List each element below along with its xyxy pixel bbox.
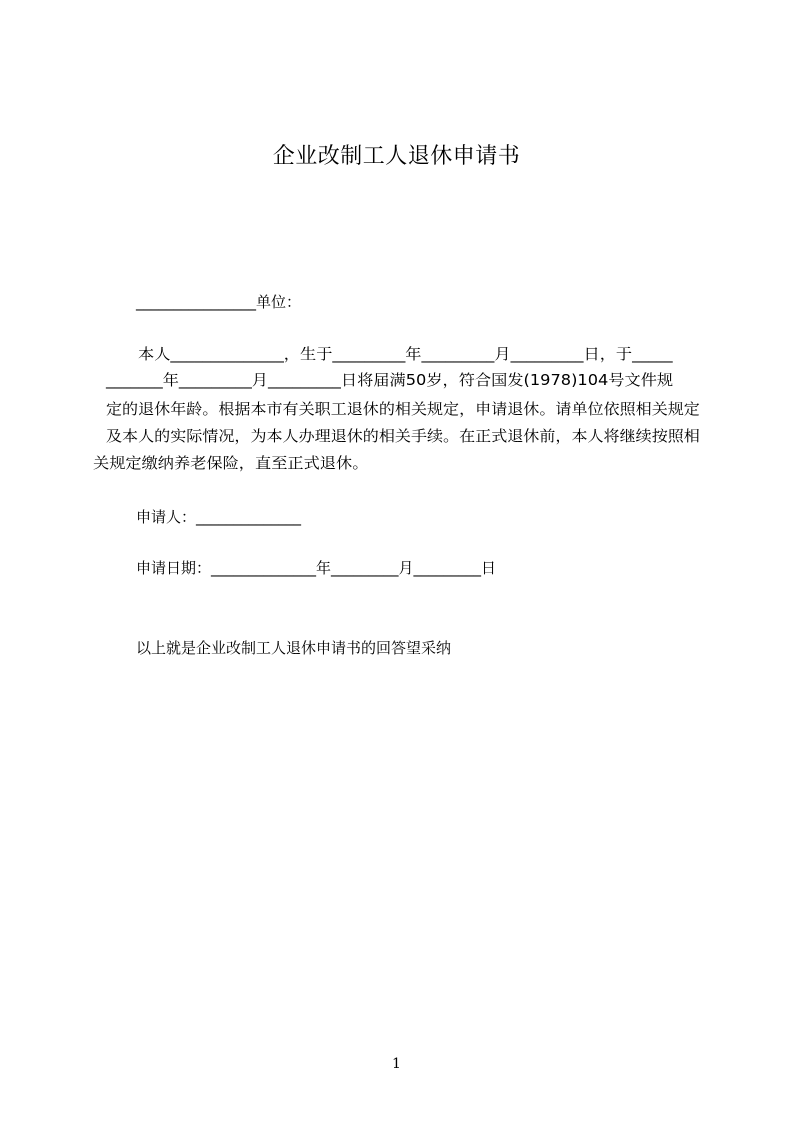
body-line-2: _______年_________月_________日将届满50岁，符合国发(1978)104号文件规: [106, 371, 674, 389]
body-line-5: 关规定缴纳养老保险，直至正式退休。: [93, 454, 369, 472]
page-number: 1: [392, 1056, 401, 1072]
body-line-4: 及本人的实际情况，为本人办理退休的相关手续。在正式退休前，本人将继续按照相: [106, 427, 700, 445]
body-line-3: 定的退休年龄。根据本市有关职工退休的相关规定，申请退休。请单位依照相关规定: [106, 400, 700, 418]
closing-line: 以上就是企业改制工人退休申请书的回答望采纳: [136, 639, 452, 657]
salutation-line: ________________单位：: [136, 293, 302, 311]
application-date-line: 申请日期：______________年_________月_________日: [136, 559, 497, 577]
body-line-1: 本人______________，生于_________年_________月_________日，于_____: [138, 345, 673, 363]
document-title: 企业改制工人退休申请书: [272, 144, 521, 169]
applicant-line: 申请人：______________: [136, 508, 302, 526]
